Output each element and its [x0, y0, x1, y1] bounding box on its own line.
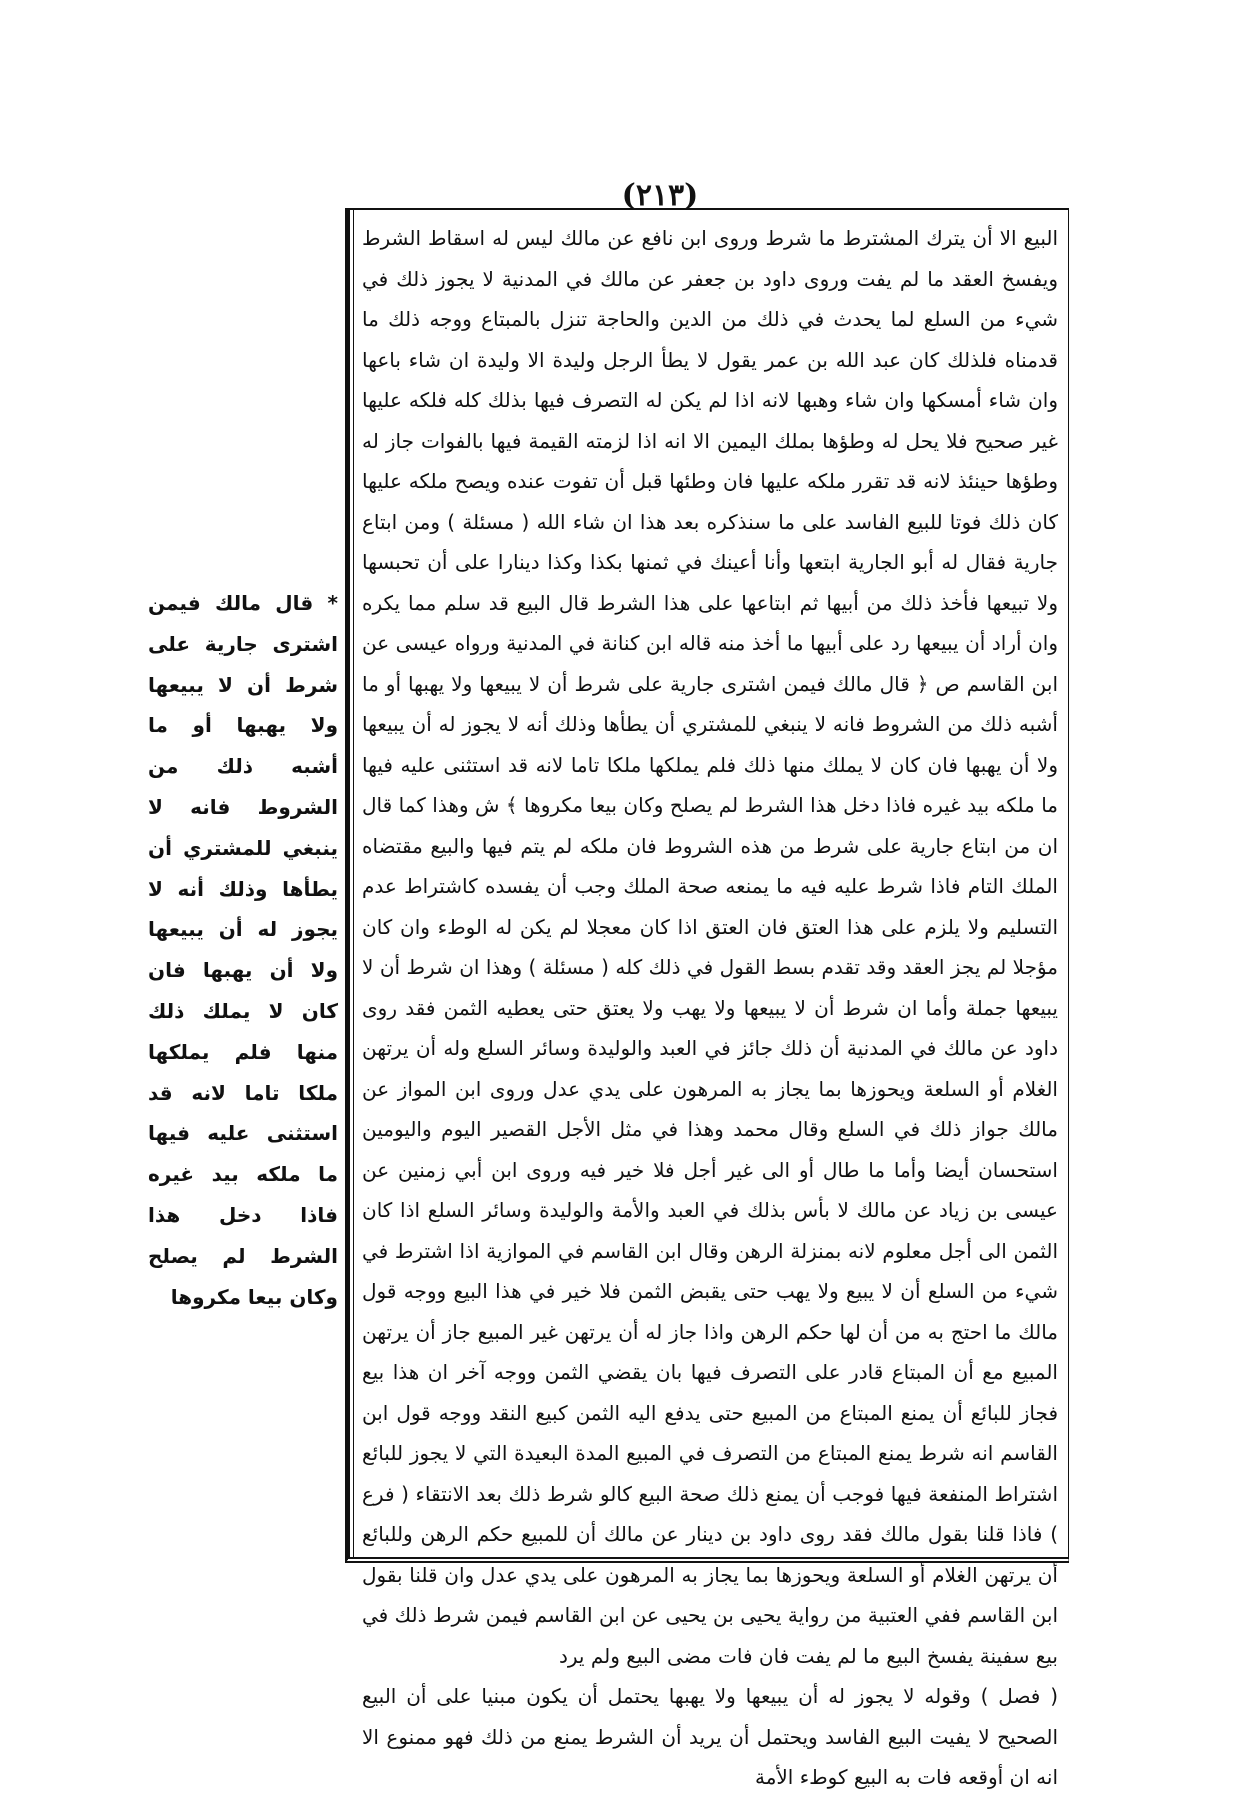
main-paragraph: البيع الا أن يترك المشترط ما شرط وروى ابن نافع عن مالك ليس له اسقاط الشرط ويفسخ العقد ما لم يفت وروى داود بن جعفر عن مالك في المدنية لا يجوز ذلك في شيء من السلع لما يحدث في ذلك من الدين والحاجة تنزل بالمبتاع ووجه ذلك ما قدمناه فلذلك كان عبد الله بن عمر يقول لا يطأ الرجل وليدة الا وليدة ان شاء باعها وان شاء أمسكها وان شاء وهبها لانه اذا لم يكن له التصرف فيها بذلك كله فلكه عليها غير صحيح فلا يحل له وطؤها بملك اليمين الا انه اذا لزمته القيمة فيها بالفوات جاز له وطؤها حينئذ لانه قد تقرر ملكه عليها فان وطئها قبل أن تفوت عنده ويصح ملكه عليها كان ذلك فوتا للبيع الفاسد على ما سنذكره بعد هذا ان شاء الله ( مسئلة ) ومن ابتاع جارية فقال له أبو الجارية ابتعها وأنا أعينك في ثمنها بكذا وكذا دينارا على أن تحبسها ولا تبيعها فأخذ ذلك من أبيها ثم ابتاعها على هذا الشرط قال البيع قد سلم مما يكره وان أراد أن يبيعها رد على أبيها ما أخذ منه قاله ابن كنانة في المدنية ورواه عيسى عن ابن القاسم ص ﴿ قال مالك فيمن اشترى جارية على شرط أن لا يبيعها ولا يهبها أو ما أشبه ذلك من الشروط فانه لا ينبغي للمشتري أن يطأها وذلك أنه لا يجوز له أن يبيعها ولا أن يهبها فان كان لا يملك منها ذلك فلم يملكها ملكا تاما لانه قد استثنى عليه فيها ما ملكه بيد غيره فاذا دخل هذا الشرط لم يصلح وكان بيعا مكروها ﴾ ش وهذا كما قال ان من ابتاع جارية على شرط من هذه الشروط فان ملكه لم يتم فيها والبيع مقتضاه الملك التام فاذا شرط عليه فيه ما يمنعه صحة الملك وجب أن يفسده كاشتراط عدم التسليم ولا يلزم على هذا العتق فان العتق اذا كان معجلا لم يكن له الوطء وان كان مؤجلا لم يجز العقد وقد تقدم بسط القول في ذلك كله ( مسئلة ) وهذا ان شرط أن لا يبيعها جملة وأما ان شرط أن لا يبيعها ولا يهب ولا يعتق حتى يعطيه الثمن فقد روى داود عن مالك في المدنية أن ذلك جائز في العبد والوليدة وسائر السلع وله أن يرتهن الغلام أو السلعة ويحوزها بما يجاز به المرهون على يدي عدل وروى ابن المواز عن مالك جواز ذلك في السلع وقال محمد وهذا في مثل الأجل القصير اليوم واليومين استحسان أيضا وأما ما طال أو الى غير أجل فلا خير فيه وروى ابن أبي زمنين عن عيسى بن زياد عن مالك لا بأس بذلك في العبد والأمة والوليدة وسائر السلع اذا كان الثمن الى أجل معلوم لانه بمنزلة الرهن وقال ابن القاسم في الموازية اذا اشترط في شيء من السلع أن لا يبيع ولا يهب حتى يقبض الثمن فلا خير في هذا البيع ووجه قول مالك ما احتج به من أن لها حكم الرهن واذا جاز له أن يرتهن غير المبيع جاز أن يرتهن المبيع مع أن المبتاع قادر على التصرف فيها بان يقضي الثمن ووجه آخر ان هذا بيع فجاز للبائع أن يمنع المبتاع من المبيع حتى يدفع اليه الثمن كبيع النقد ووجه قول ابن القاسم انه شرط يمنع المبتاع من التصرف في المبيع المدة البعيدة التي لا يجوز للبائع اشتراط المنفعة فيها فوجب أن يمنع ذلك صحة البيع كالو شرط ذلك بعد الانتقاء ( فرع ) فاذا قلنا بقول مالك فقد روى داود بن دينار عن مالك أن للمبيع حكم الرهن وللبائع أن يرتهن الغلام أو السلعة ويحوزها بما يجاز به المرهون على يدي عدل وان قلنا بقول ابن القاسم ففي العتبية من رواية يحيى بن يحيى عن ابن القاسم فيمن شرط ذلك في بيع سفينة يفسخ البيع ما لم يفت فان فات مضى البيع ولم يرد: [362, 226, 1058, 1668]
margin-note-text: قال مالك فيمن اشترى جارية على شرط أن لا يبيعها ولا يهبها أو ما أشبه ذلك من الشروط فانه لا ينبغي للمشتري أن يطأها وذلك أنه لا يجوز له أن يبيعها ولا أن يهبها فان كان لا يملك ذلك منها فلم يملكها ملكا تاما لانه قد استثنى عليه فيها ما ملكه بيد غيره فاذا دخل هذا الشرط لم يصلح وكان بيعا مكروها: [148, 591, 338, 1309]
margin-note-marker: *: [313, 591, 339, 615]
main-paragraph-fasl: ( فصل ) وقوله لا يجوز له أن يبيعها ولا يهبها يحتمل أن يكون مبنيا على أن البيع الصحيح لا يفيت البيع الفاسد ويحتمل أن يريد أن الشرط يمنع من ذلك فهو ممنوع الا انه ان أوقعه فات به البيع كوطء الأمة: [362, 1684, 1058, 1789]
margin-note: [148, 583, 338, 1317]
main-text-frame: [345, 208, 1069, 1789]
page-number: (٢١٣): [621, 178, 699, 213]
main-text: [362, 218, 1058, 1789]
